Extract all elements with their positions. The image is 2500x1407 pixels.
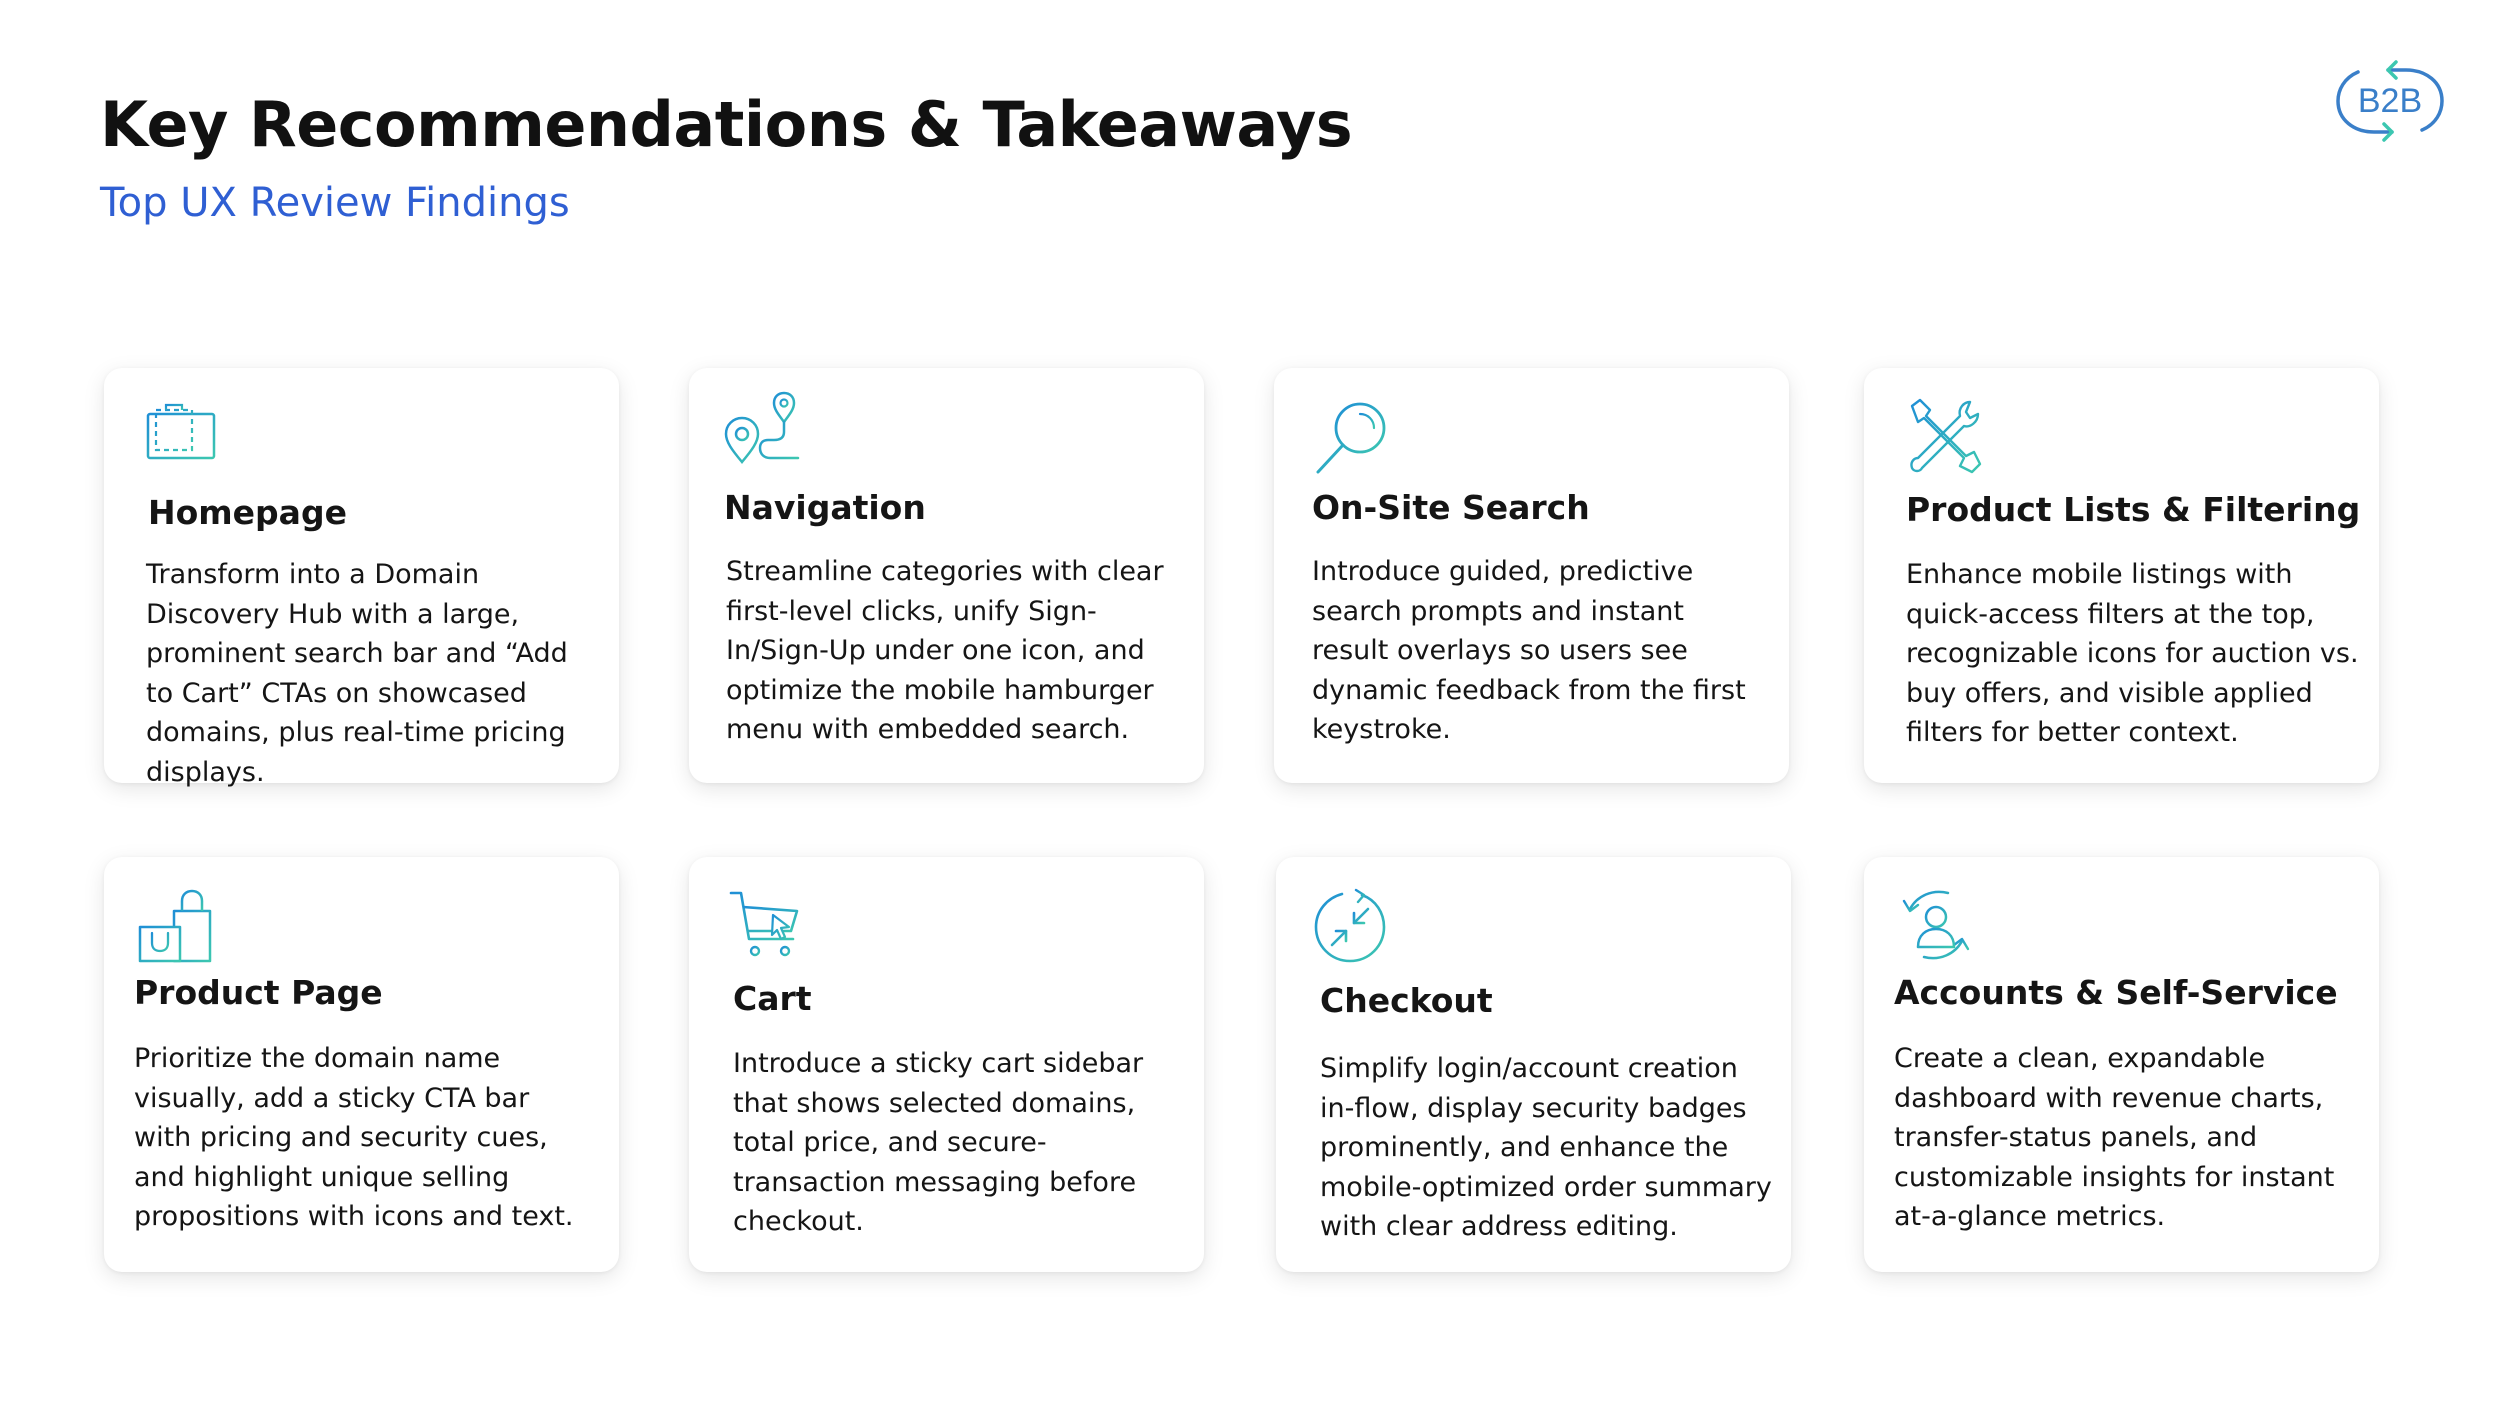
card-body: Simplify login/account creation in-flow, display security badges prominently, and enhance the mobile-optimized order summary with clear address editing. <box>1320 1053 1772 1242</box>
card-search <box>1274 368 1789 783</box>
route-pin-icon <box>722 388 802 468</box>
card-title: Homepage <box>148 493 347 532</box>
card-title: On-Site Search <box>1312 488 1590 527</box>
card-title: Cart <box>733 979 812 1018</box>
card-body: Introduce guided, predictive search prompts and instant result overlays so users see dynamic feedback from the first keystroke. <box>1312 556 1746 745</box>
circular-arrows-icon <box>1310 887 1390 967</box>
magnifier-icon <box>1312 396 1392 476</box>
shopping-bags-icon <box>134 887 214 967</box>
card-title: Product Page <box>134 973 383 1012</box>
card-body: Streamline categories with clear first-level clicks, unify Sign-In/Sign-Up under one icon, and optimize the mobile hamburger menu with embedded search. <box>726 556 1164 745</box>
refresh-arrows-icon <box>2330 56 2450 146</box>
logo-text: B2B <box>2357 82 2423 120</box>
card-body: Transform into a Domain Discovery Hub with a large, prominent search bar and “Add to Cart” CTAs on showcased domains, plus real-time pricing displays. <box>146 559 568 788</box>
card-title: Checkout <box>1320 981 1493 1020</box>
card-accounts <box>1864 857 2379 1272</box>
card-homepage <box>104 368 619 788</box>
card-checkout <box>1276 857 1791 1272</box>
card-title: Product Lists & Filtering <box>1906 490 2361 529</box>
card-body: Introduce a sticky cart sidebar that shows selected domains, total price, and secure-transaction messaging before checkout. <box>733 1048 1144 1237</box>
user-refresh-icon <box>1896 885 1976 965</box>
card-navigation <box>689 368 1204 783</box>
b2b-logo <box>2330 56 2450 146</box>
card-title: Accounts & Self-Service <box>1894 973 2338 1012</box>
tools-icon <box>1904 396 1984 476</box>
monitor-icon <box>142 400 222 480</box>
card-body: Create a clean, expandable dashboard with revenue charts, transfer-status panels, and customizable insights for instant at-a-glance metrics. <box>1894 1043 2335 1232</box>
cart-icon <box>727 887 807 967</box>
card-body: Enhance mobile listings with quick-access filters at the top, recognizable icons for auction vs. buy offers, and visible applied filters for better context. <box>1906 559 2359 748</box>
page-subtitle: Top UX Review Findings <box>100 180 570 226</box>
card-body: Prioritize the domain name visually, add a sticky CTA bar with pricing and security cues, and highlight unique selling propositions with icons and text. <box>134 1043 574 1232</box>
card-lists <box>1864 368 2379 783</box>
card-product <box>104 857 619 1272</box>
page-title: Key Recommendations & Takeaways <box>100 88 1353 161</box>
card-cart <box>689 857 1204 1272</box>
card-title: Navigation <box>724 488 926 527</box>
